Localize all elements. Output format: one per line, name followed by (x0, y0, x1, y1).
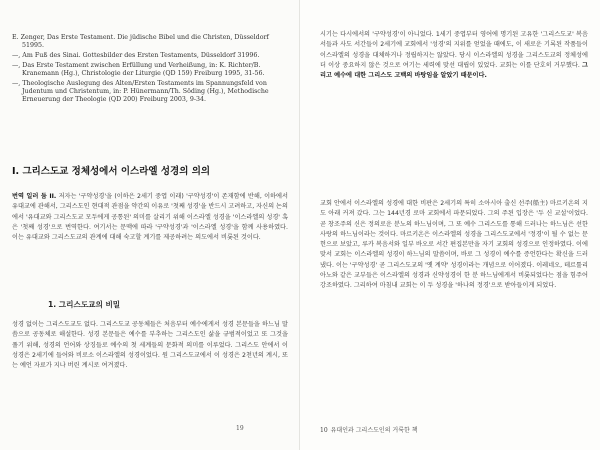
running-title: 유대인과 그리스도인의 거룩한 책 (330, 427, 418, 434)
right-page (300, 0, 600, 450)
translator-note-lead: 번역 일러 둠 II. (12, 193, 57, 200)
running-footer (320, 425, 418, 434)
page-number-right: 10 (320, 427, 328, 434)
right-paragraph-1-body: 시기는 다시에서의 '구약성경'이 아니었다. 1세기 중엽부터 영어에 명기된 고유한 '그리스도교' 복음서들과 사도 서간들이 2세기에 교회에서 '성경'의 지위를 얻었을 때에도, 이 새로운 기록된 작품들이 이스라엘의 성경을 대체하거나 정립하지는 않았다. 당시 이스라엘의 성경을 그리스도교의 정체성에 더 이상 중요하지 않은 것으로 여기는 세력에 맞선 대립이 있었다. 교회는 이를 단호히 거부했다. (320, 31, 588, 69)
bibliography (12, 34, 282, 106)
bibliography-entry: E. Zenger, Das Erste Testament. Die jüdische Bibel und die Christen, Düsseldorf 51995. (12, 34, 269, 49)
left-body (12, 320, 288, 371)
subsection-heading: 1. 그리스도교의 비밀 (48, 300, 121, 309)
right-paragraph-1-emphasis: 그리고 예수에 대한 그리스도 고백의 바탕임을 알았기 때문이다. (320, 61, 588, 80)
right-paragraph-2 (320, 199, 588, 292)
right-paragraph-1-text (320, 30, 588, 81)
bibliography-entry: —, Das Erste Testament zwischen Erfüllung und Verheißung, in: K. Richter/B. Kranemann (Hg.), Christologie der Liturgie (QD 159) Freiburg 1995, 31-56. (12, 62, 265, 78)
bibliography-entry: —, Am Fuß des Sinai. Gottesbilder des Ersten Testaments, Düsseldorf 31996. (12, 52, 260, 60)
translator-note-body: 저자는 '구약성경'을 (이하은 2세기 중엽 이래) '구약성경'이 존재함에 반해, 이하에서 유대교에 관해서, 그리스도인 현대적 관점을 약간의 이유로 '첫째 성경'을 반드시 고려하고, 자신의 논의에서 '유대교와 그리스도교 모두에게 공통된' 의미를 살리기 위해 이스라엘 성경을 '이스라엘의 성경' 혹은 '첫째 성경'으로 번역한다. 여기서는 문맥에 따라 '구약성경'과 '이스라엘 성경'을 함께 사용하였다. 이는 유대교와 그리스도교의 관계에 대해 숙고할 계기를 제공하려는 의도에서 비롯된 것이다. (12, 193, 288, 242)
right-paragraph-2-text: 교회 안에서 이스라엘의 성경에 대한 비판은 2세기의 특히 소아시아 출신 선주(船主) 마르키온의 지도 아래 커져 갔다. 그는 144년경 로마 교회에서 파문되었다. 그의 주된 입장은 '두 신 교설'이었다. 곧 창조주의 신은 정의로운 분노의 하느님이며, 그 또 예수 그리스도를 통해 드러나는 하느님은 선한 사랑의 하느님이라는 것이다. 마르키온은 이스라엘의 성경을 그리스도교에서 '정경'이 될 수 없는 문헌으로 보았고, 루카 복음서와 일부 바오로 서간 편집본만을 자기 교회의 성경으로 인정하였다. 이에 맞서 교회는 이스라엘의 성경이 하느님의 말씀이며, 바로 그 성경이 예수를 증언한다는 확신을 드러냈다. 이는 '구약성경' 곧 그리스도교의 '옛 계약' 성경이라는 개념으로 이어졌다. 이레네오, 테르툴리아노와 같은 교부들은 이스라엘의 성경과 신약성경이 한 분 하느님에게서 비롯되었다는 점을 힘주어 강조하였다. 그리하여 마침내 교회는 이 두 성경을 '하나의 정경'으로 받아들이게 되었다. (320, 200, 588, 290)
right-paragraph-1 (320, 30, 588, 81)
translator-note-text (12, 192, 288, 243)
page-number-left: 19 (236, 425, 244, 432)
bibliography-entry: —, Theologische Auslegung des Alten/Ersten Testaments im Spannungsfeld von Judentum und Christentum, in: P. Hünermann/Th. Söding (Hg.), Methodische Erneuerung der Theologie (QD 200) Freiburg 2003, 9-34. (12, 80, 269, 104)
section-heading: I. 그리스도교 정체성에서 이스라엘 성경의 의의 (12, 166, 211, 177)
left-body-text: 성경 없이는 그리스도교도 없다. 그리스도교 공동체들은 처음부터 예수에게서 성경 본문들을 하느님 말씀으로 공동체로 해설한다. 성경 본문들은 예수를 부추하는 그리스도인 삶을 규범적이었고 또 그것을 풀기 위해, 성경의 언어와 상징들로 예수의 첫 세계들의 문화적 의미를 이루었다. 그리스도 안에서 이 성경은 2세기에 들어와 비로소 이스라엘의 성경이었다. 원 그리스도교에서 이 성경은 2천년의 계시, 또는 예언 자료가 지나 버린 계시로 여겨졌다. (12, 321, 288, 370)
translator-note (12, 192, 288, 243)
